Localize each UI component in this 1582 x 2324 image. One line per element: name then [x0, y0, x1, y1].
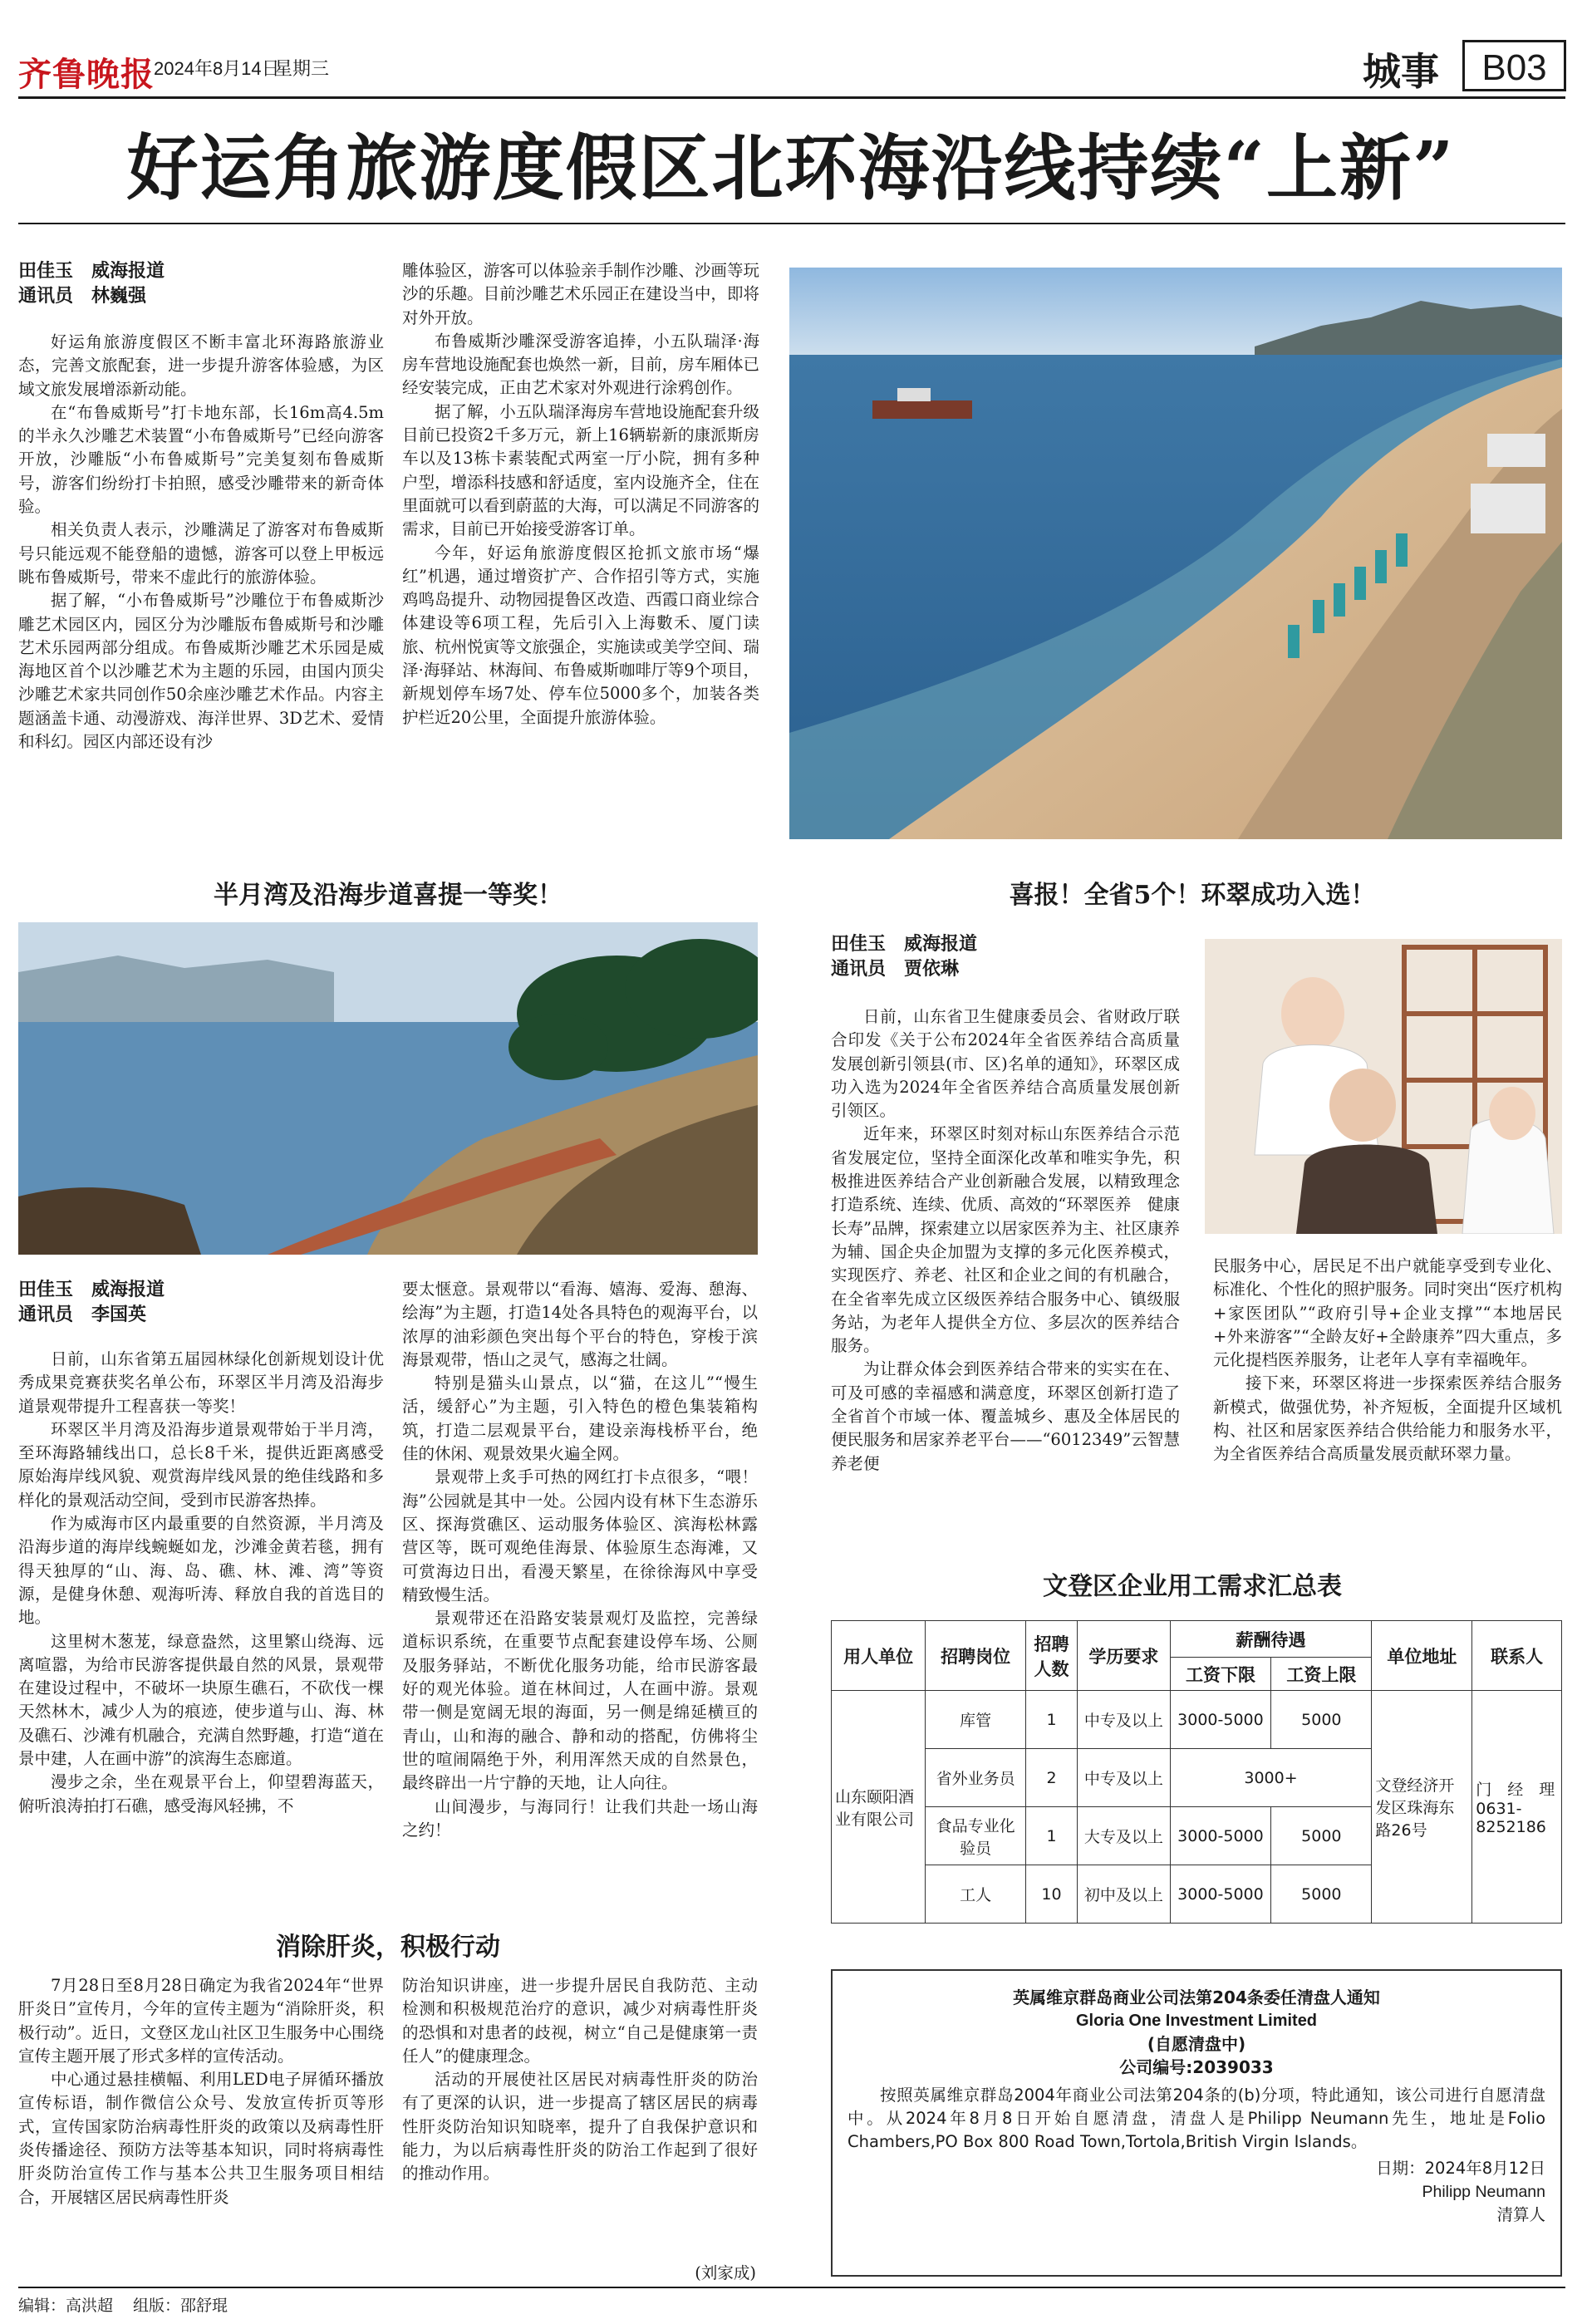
health-para: 近年来，环翠区时刻对标山东医养结合示范省发展定位，坚持全面深化改革和唯实争先，积极推进医养结合产业创新融合发展，以精致理念打造系统、连续、优质、高效的“环翠医养 健康长寿”品牌，探索建立以居家医养为主、社区康养为辅、国企央企加盟为支撑的多元化医养模式，实现医疗、养老、社区和企业之间的有机融合，在全省率先成立区级医养结合服务中心、镇级服务站，为老年人提供全方位、多层次的医养结合服务。: [831, 1124, 1180, 1356]
jobs-cell-count: 1: [1025, 1807, 1077, 1865]
health-photo-elderly-care: [1205, 939, 1562, 1234]
jobs-header-company: 用人单位: [832, 1621, 926, 1691]
bay-para: 这里树木葱茏，绿意盎然，这里繁山绕海、远离喧嚣，为给市民游客提供最自然的风景，景观带在建设过程中，不破坏一块原生礁石，不砍伐一棵天然林木，减少人为的痕迹，使步道与山、海、林及礁石、沙滩有机融合，充满自然野趣，打造“道在景中建，人在画中游”的滨海生态廊道。: [18, 1631, 384, 1769]
liver-col1: [18, 1974, 384, 2209]
health-para: 日前，山东省卫生健康委员会、省财政厅联合印发《关于公布2024年全省医养结合高质量发展创新引领县(市、区)名单的通知》，环翠区成功入选为2024年全省医养结合高质量发展创新引领区。: [831, 1007, 1180, 1121]
jobs-cell-edu: 中专及以上: [1078, 1691, 1170, 1749]
notice-body: 按照英属维京群岛2004年商业公司法第204条的(b)分项，特此通知，该公司进行自愿清盘中。从2024年8月8日开始自愿清盘，清盘人是Philipp Neumann先生，地址是Folio Chambers,PO Box 800 Road Town,Tortola,British Virgin Islands。: [848, 2086, 1545, 2151]
jobs-cell-low: 3000-5000: [1170, 1691, 1271, 1749]
notice-title: 英属维京群岛商业公司法第204条委任清盘人通知: [1013, 1987, 1380, 2007]
bay-para: 景观带上炙手可热的网红打卡点很多，“喂！海”公园就是其中一处。公园内设有林下生态游乐区、探海赏礁区、运动服务体验区、滨海松林露营区等，既可观绝佳海景、体验原生态海滩，又可赏海边日出，看漫天繁星，在徐徐海风中享受精致慢生活。: [402, 1467, 758, 1604]
bay-col1: [18, 1348, 384, 1818]
lead-headline: 好运角旅游度假区北环海沿线持续“上新”: [126, 126, 1456, 210]
lead-col1: [18, 331, 384, 754]
bay-byline: [18, 1278, 384, 1328]
liver-headline: 消除肝炎，积极行动: [276, 1933, 500, 1962]
lead-para: 布鲁威斯沙雕深受游客追捧，小五队瑞泽·海房车营地设施配套也焕然一新，目前，房车厢体已经安装完成，正由艺术家对外观进行涂鸦创作。: [402, 331, 759, 398]
lead-photo-aerial-beach: [789, 268, 1562, 839]
lead-byline-reporter: 田佳玉 威海报道: [18, 261, 165, 282]
jobs-contact: 门 经 理0631-8252186: [1472, 1691, 1562, 1924]
table-row: [832, 1691, 1562, 1749]
jobs-table: [831, 1620, 1562, 1924]
jobs-cell-low: 3000-5000: [1170, 1807, 1271, 1865]
health-byline-reporter: 田佳玉 威海报道: [831, 934, 978, 955]
jobs-cell-edu: 初中及以上: [1078, 1865, 1170, 1924]
liver-para: 防治知识讲座，进一步提升居民自我防范、主动检测和积极规范治疗的意识，减少对病毒性肝炎的恐惧和对患者的歧视，树立“自己是健康第一责任人”的健康理念。: [402, 1976, 758, 2066]
liver-para: 中心通过悬挂横幅、利用LED电子屏循环播放宣传标语，制作微信公众号、发放宣传折页等形式，宣传国家防治病毒性肝炎的政策以及病毒性肝炎传播途径、预防方法等基本知识，同时将病毒性肝炎防治宣传工作与基本公共卫生服务项目相结合，开展辖区居民病毒性肝炎: [18, 2070, 384, 2207]
header-rule: [18, 96, 1565, 99]
notice-mode: (自愿清盘中): [1147, 2034, 1246, 2054]
lead-para: 相关负责人表示，沙雕满足了游客对布鲁威斯号只能远观不能登船的遗憾，游客可以登上甲板远眺布鲁威斯号，带来不虚此行的旅游体验。: [18, 520, 384, 587]
jobs-cell-edu: 大专及以上: [1078, 1807, 1170, 1865]
footer-editor: 编辑：高洪超: [18, 2297, 114, 2315]
lead-byline: [18, 259, 384, 309]
health-para: 接下来，环翠区将进一步探索医养结合服务新模式，做强优势，补齐短板，全面提升区域机构、社区和居家医养结合供给能力和服务水平，为全省医养结合高质量发展贡献环翠力量。: [1213, 1373, 1562, 1464]
liver-author: (刘家成): [695, 2263, 756, 2282]
bay-headline: 半月湾及沿海步道喜提一等奖！: [214, 881, 563, 910]
lead-para: 在“布鲁威斯号”打卡地东部，长16m高4.5m的半永久沙雕艺术装置“小布鲁威斯号”已经向游客开放，沙雕版“小布鲁威斯号”完美复刻布鲁威斯号，游客们纷纷打卡拍照，感受沙雕带来的新奇体验。: [18, 402, 384, 517]
health-col2: [1213, 1255, 1562, 1467]
health-byline-correspondent: 通讯员 贾依琳: [831, 959, 960, 980]
bay-para: 作为威海市区内最重要的自然资源，半月湾及沿海步道的海岸线蜿蜒如龙，沙滩金黄若毯，拥有得天独厚的“山、海、岛、礁、林、滩、湾”等资源，是健身休憩、观海听涛、释放自我的首选目的地。: [18, 1514, 384, 1628]
jobs-cell-position: 库管: [926, 1691, 1026, 1749]
jobs-header-high: 工资上限: [1271, 1658, 1372, 1691]
lead-para: 好运角旅游度假区不断丰富北环海路旅游业态，完善文旅配套，进一步提升游客体验感，为区域文旅发展增添新动能。: [18, 332, 384, 399]
notice-reg: 公司编号:2039033: [1119, 2057, 1274, 2077]
jobs-address: 文登经济开发区珠海东路26号: [1372, 1691, 1472, 1924]
bay-para: 特别是猫头山景点，以“猫，在这儿”“慢生活，缓舒心”为主题，引入特色的橙色集装箱构筑，打造二层观景平台，建设亲海栈桥平台，绝佳的休闲、观景效果火遍全网。: [402, 1373, 758, 1464]
masthead: 齐鲁晚报: [18, 55, 155, 94]
health-para: 民服务中心，居民足不出户就能享受到专业化、标准化、个性化的照护服务。同时突出“医疗机构+家医团队”“政府引导+企业支撑”“本地居民+外来游客”“全龄友好+全龄康养”四大重点，多元化提档医养服务，让老年人享有幸福晚年。: [1213, 1256, 1562, 1370]
bay-byline-reporter: 田佳玉 威海报道: [18, 1280, 165, 1300]
footer-rule: [18, 2287, 1565, 2288]
bay-para: 要太惬意。景观带以“看海、嬉海、爱海、憩海、绘海”为主题，打造14处各具特色的观海平台，以浓厚的油彩颜色突出每个平台的特色，穿梭于滨海景观带，悟山之灵气，感海之壮阔。: [402, 1280, 758, 1369]
jobs-cell-count: 1: [1025, 1691, 1077, 1749]
headline-rule: [18, 223, 1565, 224]
health-headline: 喜报！全省5个！环翠成功入选！: [1009, 881, 1376, 910]
section-name: 城事: [1363, 49, 1439, 94]
issue-date: 2024年8月14日: [154, 58, 280, 79]
jobs-header-edu: 学历要求: [1078, 1621, 1170, 1691]
jobs-cell-high: 5000: [1271, 1807, 1372, 1865]
jobs-headline: 文登区企业用工需求汇总表: [1043, 1572, 1342, 1601]
jobs-header-contact: 联系人: [1472, 1621, 1562, 1691]
jobs-cell-position: 工人: [926, 1865, 1026, 1924]
lead-para: 雕体验区，游客可以体验亲手制作沙雕、沙画等玩沙的乐趣。目前沙雕艺术乐园正在建设当中，即将对外开放。: [402, 261, 759, 327]
jobs-cell-position: 省外业务员: [926, 1749, 1026, 1807]
notice-signer: Philipp Neumann: [1422, 2183, 1545, 2201]
jobs-header-low: 工资下限: [1170, 1658, 1271, 1691]
lead-col2: [402, 259, 759, 730]
lead-para: 今年，好运角旅游度假区抢抓文旅市场“爆红”机遇，通过增资扩产、合作招引等方式，实施鸡鸣岛提升、动物园提鲁区改造、西霞口商业综合体建设等6项工程，先后引入上海數禾、厦门读旅、杭州悦寅等文旅强企，实施读或美学空间、瑞泽·海驿站、林海间、布鲁威斯咖啡厅等9个项目，新规划停车场7处、停车位5000多个，加装各类护栏近20公里，全面提升旅游体验。: [402, 543, 759, 727]
liver-para: 活动的开展使社区居民对病毒性肝炎的防治有了更深的认识，进一步提高了辖区居民的病毒性肝炎防治知识知晓率，提升了自我保护意识和能力，为以后病毒性肝炎的防治工作起到了很好的推动作用。: [402, 2070, 758, 2184]
jobs-header-position: 招聘岗位: [926, 1621, 1026, 1691]
liver-col2: [402, 1974, 758, 2186]
bay-para: 环翠区半月湾及沿海步道景观带始于半月湾，至环海路辅线出口，总长8千米，提供近距离感受原始海岸线风貌、观赏海岸线风景的绝佳线路和多样化的景观活动空间，受到市民游客热捧。: [18, 1419, 384, 1510]
jobs-cell-count: 10: [1025, 1865, 1077, 1924]
jobs-cell-count: 2: [1025, 1749, 1077, 1807]
notice-company-en: Gloria One Investment Limited: [1075, 2012, 1318, 2030]
jobs-cell-high: 5000: [1271, 1691, 1372, 1749]
notice-role: 清算人: [1496, 2205, 1545, 2224]
bay-para: 漫步之余，坐在观景平台上，仰望碧海蓝天，俯听浪涛拍打石礁，感受海风轻拂，不: [18, 1772, 384, 1815]
jobs-company: 山东颐阳酒业有限公司: [832, 1691, 926, 1924]
lead-para: 据了解，小五队瑞泽海房车营地设施配套升级目前已投资2千多万元，新上16辆崭新的康派斯房车以及13栋卡素装配式两室一厅小院，拥有多种户型，增添科技感和舒适度，室内设施齐全，住在里面就可以看到蔚蓝的大海，可以满足不同游客的需求，目前已开始接受游客订单。: [402, 401, 759, 539]
liver-para: 7月28日至8月28日确定为我省2024年“世界肝炎日”宣传月，今年的宣传主题为“消除肝炎，积极行动”。近日，文登区龙山社区卫生服务中心围绕宣传主题开展了形式多样的宣传活动。: [18, 1976, 384, 2066]
bay-byline-correspondent: 通讯员 李国英: [18, 1304, 147, 1325]
jobs-cell-salary-merged: 3000+: [1170, 1749, 1372, 1807]
lead-para: 据了解，“小布鲁威斯号”沙雕位于布鲁威斯沙雕艺术园区内，园区分为沙雕版布鲁威斯号和沙雕艺术乐园两部分组成。布鲁威斯沙雕艺术乐园是威海地区首个以沙雕艺术为主题的乐园，由国内顶尖沙雕艺术家共同创作50余座沙雕艺术作品。内容主题涵盖卡通、动漫游戏、海洋世界、3D艺术、爱情和科幻。园区内部还设有沙: [18, 591, 384, 752]
footer-layout: 组版：邵舒琨: [133, 2297, 228, 2315]
jobs-cell-position: 食品专业化验员: [926, 1807, 1026, 1865]
health-col1: [831, 1005, 1180, 1476]
jobs-cell-high: 5000: [1271, 1865, 1372, 1924]
liquidation-notice: [831, 1969, 1562, 2277]
page-code: B03: [1462, 40, 1566, 91]
jobs-header-count: 招聘人数: [1025, 1621, 1077, 1691]
health-para: 为让群众体会到医养结合带来的实实在在、可及可感的幸福感和满意度，环翠区创新打造了全省首个市域一体、覆盖城乡、惠及全体居民的便民服务和居家养老平台——“6012349”云智慧养老便: [831, 1359, 1180, 1473]
jobs-header-address: 单位地址: [1372, 1621, 1472, 1691]
jobs-cell-edu: 中专及以上: [1078, 1749, 1170, 1807]
bay-col2: [402, 1278, 758, 1842]
bay-para: 日前，山东省第五届园林绿化创新规划设计优秀成果竞赛获奖名单公布，环翠区半月湾及沿海步道景观带提升工程喜获一等奖！: [18, 1349, 384, 1416]
bay-para: 山间漫步，与海同行！让我们共赴一场山海之约！: [402, 1796, 758, 1840]
health-byline: [831, 932, 1180, 982]
notice-date: 日期：2024年8月12日: [1376, 2159, 1545, 2178]
bay-photo-coastal-walkway: [18, 922, 758, 1255]
issue-weekday: 星期三: [274, 58, 330, 79]
jobs-header-salary: 薪酬待遇: [1170, 1621, 1372, 1658]
bay-para: 景观带还在沿路安装景观灯及监控，完善绿道标识系统，在重要节点配套建设停车场、公厕及服务驿站，不断优化服务功能，给市民游客最好的观光体验。道在林间过，人在画中游。景观带一侧是宽阔无垠的海面，另一侧是绵延横亘的青山，山和海的融合、静和动的搭配，仿佛将尘世的喧闹隔绝于外，利用浑然天成的自然景色，最终辟出一片宁静的天地，让人向往。: [402, 1609, 758, 1793]
jobs-cell-low: 3000-5000: [1170, 1865, 1271, 1924]
lead-byline-correspondent: 通讯员 林巍强: [18, 286, 147, 307]
